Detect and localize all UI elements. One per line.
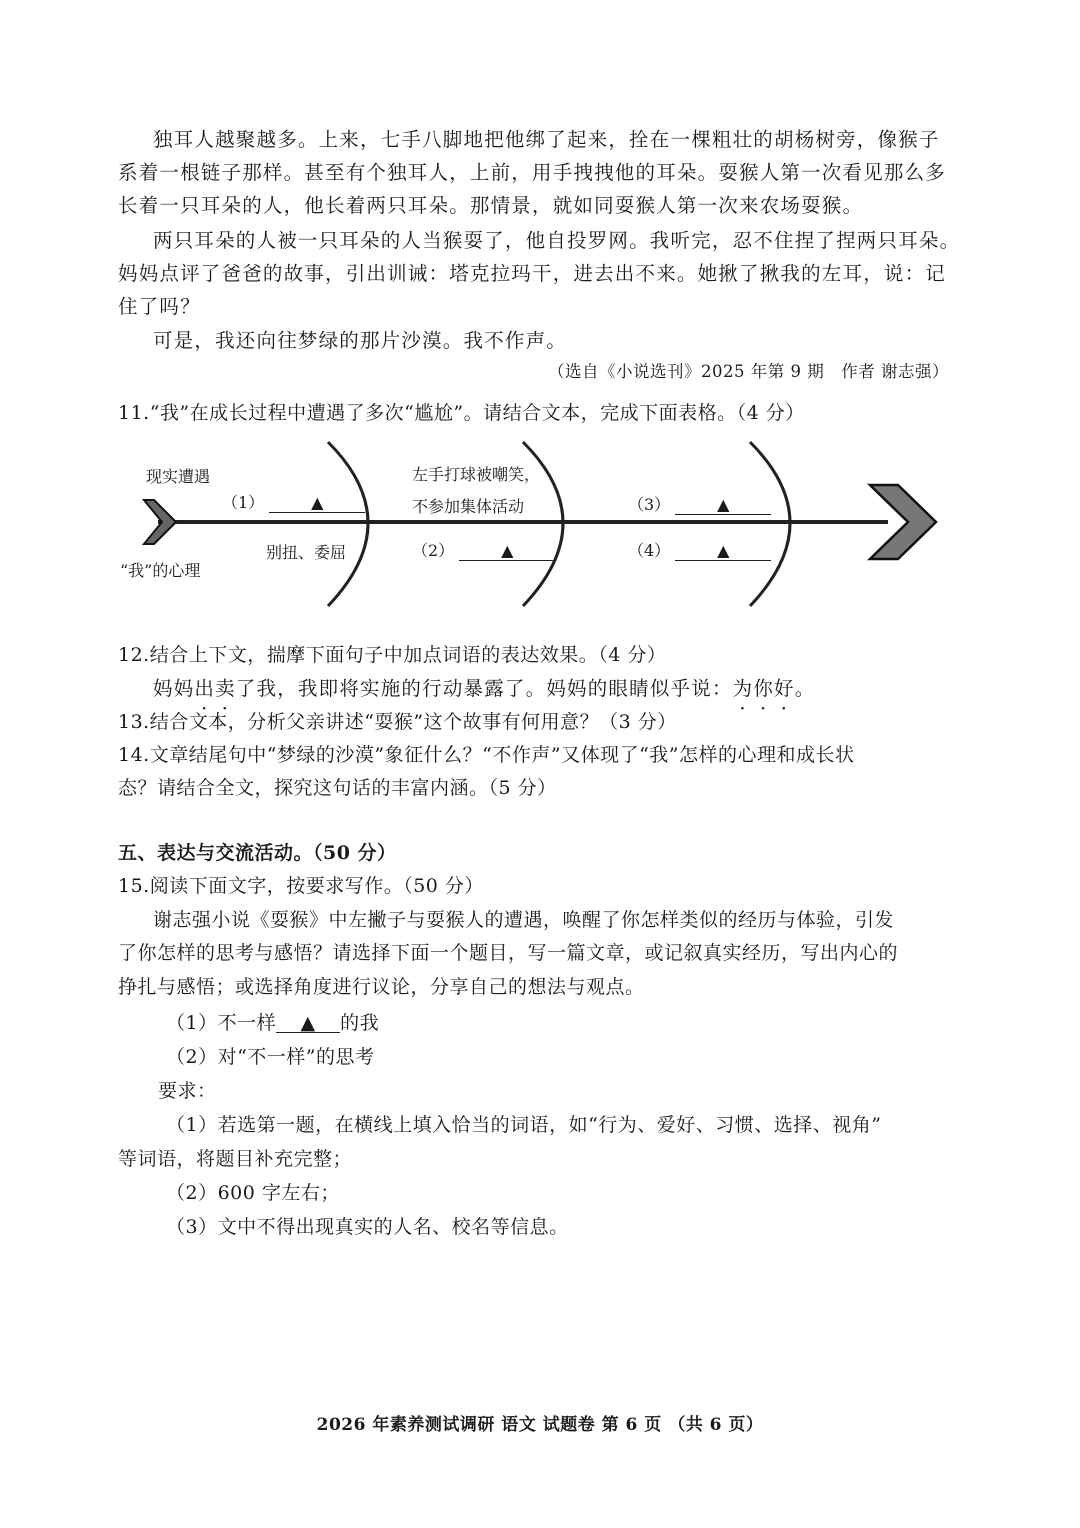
requirement-1-line2: 等词语，将题目补充完整；	[118, 1148, 353, 1170]
story-p1-line2: 系着一根链子那样。甚至有个独耳人，上前，用手拽拽他的耳朵。耍猴人第一次看见那么多	[118, 161, 947, 184]
requirement-2: （2）600 字左右；	[166, 1182, 340, 1204]
requirements-title: 要求：	[158, 1080, 217, 1102]
q12-dotted-1: 出	[194, 677, 216, 700]
q15-prompt-line1: 谢志强小说《耍猴》中左撇子与耍猴人的遭遇，唤醒了你怎样类似的经历与体验，引发	[153, 909, 895, 931]
topic-1-prefix: （1）不一样	[166, 1012, 277, 1034]
topic-1-triangle: ▲	[300, 1012, 316, 1034]
blank-4-triangle: ▲	[717, 541, 730, 560]
row-bottom-label: “我”的心理	[120, 561, 201, 580]
q12-dotted-4: 为	[732, 677, 754, 700]
fishbone-lines	[118, 430, 948, 620]
blank-3-line	[675, 496, 771, 515]
q15-text: 15.阅读下面文字，按要求写作。（50 分）	[118, 875, 484, 897]
q12-text: 12.结合上下文，揣摩下面句子中加点词语的表达效果。（4 分）	[118, 644, 667, 666]
blank-3-triangle: ▲	[717, 495, 730, 514]
requirement-1-line1: （1）若选第一题，在横线上填入恰当的词语，如“行为、爱好、习惯、选择、视角”	[166, 1114, 882, 1136]
q15-prompt-line2: 了你怎样的思考与感悟？请选择下面一个题目，写一篇文章，或记叙真实经历，写出内心的	[118, 942, 899, 964]
blank-4-number: （4）	[628, 541, 671, 560]
q12-dotted-5: 你	[753, 677, 775, 700]
q12-sentence	[153, 673, 815, 701]
q12-dotted-2: 卖	[215, 677, 236, 700]
blank-2-number: （2）	[412, 541, 455, 560]
q13-text: 13.结合文本，分析父亲讲述“耍猴”这个故事有何用意？（3 分）	[118, 711, 677, 733]
topic-2: （2）对“不一样”的思考	[166, 1046, 375, 1068]
topic-1-suffix: 的我	[340, 1012, 380, 1034]
story-p1-line1: 独耳人越聚越多。上来，七手八脚地把他绑了起来，拴在一棵粗壮的胡杨树旁，像猴子	[153, 128, 940, 151]
blank-3	[628, 492, 771, 515]
given-bottom: 别扭、委屈	[266, 543, 347, 562]
blank-2-triangle: ▲	[501, 541, 514, 560]
q12-part-0: 妈妈	[153, 677, 195, 700]
story-p2-line3: 住了吗？	[118, 295, 201, 318]
section5-title: 五、表达与交流活动。（50 分）	[118, 842, 397, 864]
story-p1-line3: 长着一只耳朵的人，他长着两只耳朵。那情景，就如同耍猴人第一次来农场耍猴。	[118, 194, 864, 217]
given-top-line2: 不参加集体活动	[412, 497, 525, 516]
q12-part-7: 。	[794, 677, 816, 700]
blank-2-line	[459, 542, 555, 561]
story-p3: 可是，我还向往梦绿的那片沙漠。我不作声。	[153, 329, 568, 352]
q11-text: 11.“我”在成长过程中遭遇了多次“尴尬”。请结合文本，完成下面表格。（4 分）	[118, 402, 805, 424]
blank-4-line	[675, 542, 771, 561]
q15-prompt-line3: 挣扎与感悟；或选择角度进行议论，分享自己的想法与观点。	[118, 976, 645, 998]
q12-part-3: 了我，我即将实施的行动暴露了。妈妈的眼睛似乎说：	[235, 677, 733, 700]
blank-4	[628, 538, 771, 561]
requirement-3: （3）文中不得出现真实的人名、校名等信息。	[166, 1216, 569, 1238]
blank-1-line	[269, 494, 365, 513]
q14-line2: 态？请结合全文，探究这句话的丰富内涵。（5 分）	[118, 777, 557, 799]
blank-3-number: （3）	[628, 495, 671, 514]
story-p2-line2: 妈妈点评了爸爸的故事，引出训诫：塔克拉玛干，进去出不来。她揪了揪我的左耳，说：记	[118, 262, 947, 285]
blank-1-number: （1）	[222, 493, 265, 512]
story-p2-line1: 两只耳朵的人被一只耳朵的人当猴耍了，他自投罗网。我听完，忍不住捏了捏两只耳朵。	[153, 229, 961, 252]
topic-1-blank	[276, 1014, 340, 1033]
topic-1	[166, 1008, 379, 1035]
page-footer: 2026 年素养测试调研 语文 试题卷 第 6 页 （共 6 页）	[316, 1415, 764, 1435]
blank-1-triangle: ▲	[311, 493, 324, 512]
given-top-line1: 左手打球被嘲笑，	[412, 465, 541, 484]
q12-dotted-6: 好	[774, 677, 795, 700]
fishbone-diagram	[118, 430, 948, 620]
blank-1	[222, 490, 365, 513]
row-top-label: 现实遭遇	[146, 467, 211, 486]
blank-2	[412, 538, 555, 561]
q14-line1: 14.文章结尾句中“梦绿的沙漠”象征什么？“不作声”又体现了“我”怎样的心理和成长状	[118, 744, 855, 766]
story-source: （选自《小说选刊》2025 年第 9 期 作者 谢志强）	[548, 362, 949, 381]
